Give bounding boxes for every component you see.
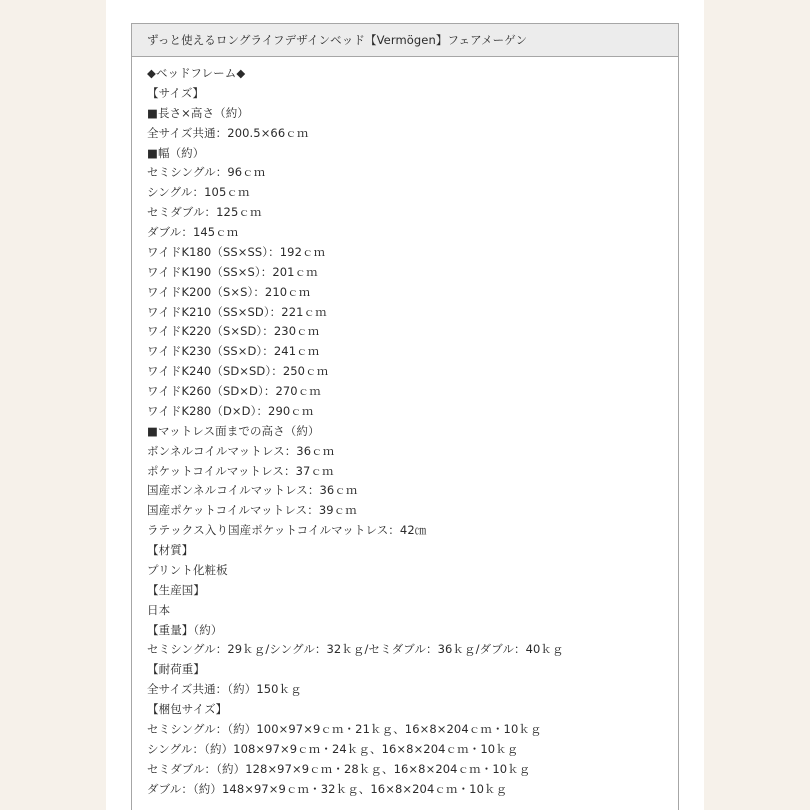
- spec-line: 日本: [147, 602, 171, 617]
- spec-panel: [131, 23, 679, 810]
- product-title: ずっと使えるロングライフデザインベッド【Vermögen】フェアメーゲン: [147, 33, 528, 47]
- spec-line: ワイドK280（D×D）：290ｃｍ: [147, 403, 314, 418]
- right-beige-band: [704, 0, 810, 810]
- spec-line: ワイドK210（SS×SD）：221ｃｍ: [147, 304, 327, 319]
- spec-line: セミシングル：96ｃｍ: [147, 165, 266, 180]
- spec-line: 全サイズ共通：200.5×66ｃｍ: [147, 125, 309, 140]
- spec-line: ワイドK190（SS×S）：201ｃｍ: [147, 264, 318, 279]
- spec-line: 【生産国】: [147, 582, 205, 597]
- spec-line: ■幅（約）: [147, 145, 205, 160]
- spec-line: ワイドK240（SD×SD）：250ｃｍ: [147, 364, 329, 379]
- spec-line: 【サイズ】: [147, 85, 205, 100]
- spec-line: ワイドK260（SD×D）：270ｃｍ: [147, 384, 321, 398]
- spec-line: 国産ボンネルコイルマットレス：36ｃｍ: [147, 483, 358, 498]
- spec-line: ワイドK230（SS×D）：241ｃｍ: [147, 344, 320, 359]
- spec-line: ◆ベッドフレーム◆: [147, 66, 246, 80]
- spec-line: ワイドK200（S×S）：210ｃｍ: [147, 284, 311, 299]
- spec-line: セミシングル：29ｋｇ/シングル：32ｋｇ/セミダブル：36ｋｇ/ダブル：40ｋｇ: [147, 642, 564, 657]
- spec-line: ワイドK180（SS×SS）：192ｃｍ: [147, 244, 326, 259]
- spec-line: 全サイズ共通：（約）150ｋｇ: [147, 682, 302, 697]
- spec-line: セミシングル：（約）100×97×9ｃｍ・21ｋｇ、16×8×204ｃｍ・10ｋｇ: [147, 721, 542, 736]
- left-beige-band: [0, 0, 106, 810]
- spec-line: シングル：（約）108×97×9ｃｍ・24ｋｇ、16×8×204ｃｍ・10ｋｇ: [147, 741, 519, 756]
- spec-line: プリント化粧板: [147, 562, 228, 577]
- spec-line: 【耐荷重】: [147, 662, 205, 677]
- spec-line: ■マットレス面までの高さ（約）: [147, 423, 320, 438]
- spec-line: ワイドK220（S×SD）：230ｃｍ: [147, 324, 320, 339]
- spec-line: ラテックス入り国産ポケットコイルマットレス：42㎝: [147, 523, 427, 538]
- spec-line: ダブル：145ｃｍ: [147, 225, 239, 239]
- spec-line: 【梱包サイズ】: [147, 702, 228, 716]
- spec-line: ダブル：（約）148×97×9ｃｍ・32ｋｇ、16×8×204ｃｍ・10ｋｇ: [147, 781, 508, 796]
- spec-line: 【重量】（約）: [147, 622, 223, 637]
- spec-line: ポケットコイルマットレス：37ｃｍ: [147, 463, 334, 478]
- spec-list: [132, 57, 678, 799]
- spec-line: シングル：105ｃｍ: [147, 185, 250, 200]
- spec-line: ボンネルコイルマットレス：36ｃｍ: [147, 443, 335, 458]
- spec-line: 国産ポケットコイルマットレス：39ｃｍ: [147, 503, 357, 518]
- spec-line: 【材質】: [147, 543, 194, 557]
- spec-line: セミダブル：（約）128×97×9ｃｍ・28ｋｇ、16×8×204ｃｍ・10ｋｇ: [147, 761, 531, 776]
- panel-header: [132, 24, 678, 57]
- spec-line: セミダブル：125ｃｍ: [147, 205, 262, 220]
- spec-line: ■長さ×高さ（約）: [147, 105, 249, 120]
